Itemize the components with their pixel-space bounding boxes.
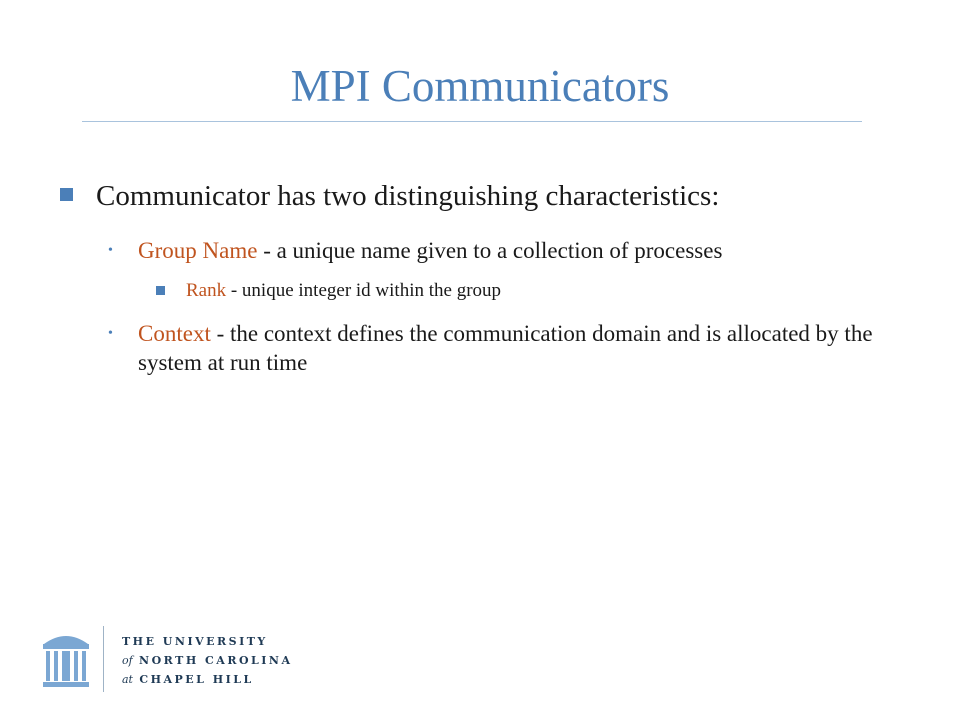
logo-line-3: at CHAPEL HILL [122, 673, 254, 686]
square-bullet-icon [156, 286, 165, 295]
dot-bullet-icon: • [108, 326, 113, 341]
bullet-context [60, 319, 900, 377]
slide-title: MPI Communicators [290, 61, 670, 111]
logo-wordmark [122, 632, 293, 689]
context-description: - the context defines the communication domain and is allocated by the system at run time [138, 321, 873, 375]
old-well-logo-icon [40, 626, 92, 692]
bullet-group-name [60, 236, 900, 265]
rank-description: - unique integer id within the group [226, 280, 502, 301]
rank-term: Rank [186, 280, 227, 301]
bullet-level1 [60, 178, 900, 214]
logo-line-1: THE UNIVERSITY [122, 635, 268, 648]
bullet-rank [60, 279, 900, 303]
bullet-level1-text: Communicator has two distinguishing characteristics: [96, 180, 720, 212]
logo-divider [103, 626, 104, 692]
dot-bullet-icon: • [108, 243, 113, 258]
title-divider [82, 121, 862, 122]
group-name-description: - a unique name given to a collection of processes [257, 238, 723, 263]
slide-content [60, 178, 900, 377]
context-term: Context [138, 321, 211, 346]
unc-logo [36, 624, 293, 694]
square-bullet-icon [60, 188, 73, 201]
group-name-term: Group Name [138, 238, 258, 263]
logo-line-2: of NORTH CAROLINA [122, 654, 293, 667]
